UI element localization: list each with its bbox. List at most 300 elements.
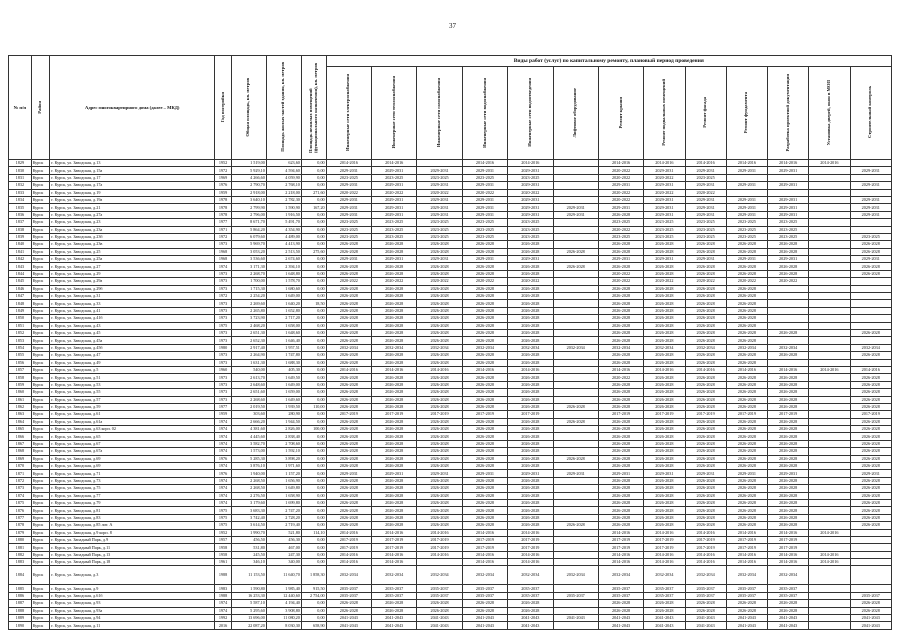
header-work-2: Инженерные сети газоснабжения (417, 67, 462, 160)
cell-work-period: 2026-2028 (768, 352, 809, 359)
cell-work-period (809, 455, 850, 462)
cell-work-period (553, 241, 598, 248)
cell-total-area: 3 536,60 (231, 256, 266, 263)
cell-work-period: 2026-2028 (726, 396, 767, 403)
cell-work-period: 2014-2016 (372, 551, 417, 558)
cell-work-period: 2014-2016 (768, 160, 809, 167)
table-row (9, 270, 892, 277)
cell-year: 1973 (215, 389, 232, 396)
cell-work-period: 2014-2016 (417, 366, 462, 373)
cell-work-period: 2026-2028 (372, 307, 417, 314)
cell-work-period: 2023-2025 (417, 174, 462, 181)
cell-work-period: 2026-2028 (417, 359, 462, 366)
cell-no: 1851 (9, 322, 32, 329)
cell-work-period: 2014-2016 (726, 551, 767, 558)
cell-work-period: 2026-2028 (644, 300, 685, 307)
cell-work-period (850, 315, 892, 322)
cell-work-period: 2026-2028 (644, 329, 685, 336)
cell-work-period (726, 174, 767, 181)
cell-nonliving-area: 0,00 (301, 433, 326, 440)
cell-district: Курск (31, 211, 50, 218)
cell-work-period: 2026-2028 (508, 285, 553, 292)
cell-work-period: 2023-2025 (417, 219, 462, 226)
cell-year: 1973 (215, 270, 232, 277)
cell-work-period: 2026-2028 (850, 329, 892, 336)
cell-nonliving-area: 0,00 (301, 315, 326, 322)
cell-work-period: 2029-2031 (462, 196, 507, 203)
cell-work-period (553, 219, 598, 226)
cell-work-period (553, 485, 598, 492)
cell-work-period: 2026-2028 (598, 241, 643, 248)
cell-total-area: 245,50 (231, 551, 266, 558)
cell-work-period: 2035-2037 (326, 585, 371, 592)
cell-address: г. Курск, ул. Западный Парк, д.11 (50, 544, 215, 551)
cell-work-period: 2041-2043 (508, 615, 553, 622)
cell-work-period: 2026-2028 (417, 352, 462, 359)
cell-district: Курск (31, 241, 50, 248)
cell-work-period: 2026-2028 (726, 293, 767, 300)
cell-address: г. Курск, ул. Заводская, д.19а (50, 196, 215, 203)
cell-nonliving-area: 167,20 (301, 204, 326, 211)
cell-work-period: 2014-2016 (462, 160, 507, 167)
cell-living-area: 280,90 (266, 411, 301, 418)
cell-work-period: 2032-2034 (598, 344, 643, 351)
cell-district: Курск (31, 278, 50, 285)
table-row (9, 403, 892, 410)
cell-district: Курск (31, 196, 50, 203)
cell-no: 1879 (9, 529, 32, 536)
cell-work-period: 2026-2028 (768, 433, 809, 440)
table-header (9, 56, 892, 160)
cell-work-period (809, 233, 850, 240)
cell-work-period: 2026-2028 (598, 514, 643, 521)
cell-work-period: 2023-2025 (326, 233, 371, 240)
cell-living-area: 1 985,40 (266, 585, 301, 592)
cell-work-period: 2017-2019 (768, 411, 809, 418)
cell-work-period: 2032-2034 (685, 566, 726, 585)
table-row (9, 559, 892, 566)
cell-living-area: 12 440,60 (266, 592, 301, 599)
cell-work-period: 2035-2037 (462, 592, 507, 599)
cell-work-period: 2026-2028 (372, 485, 417, 492)
cell-work-period: 2026-2028 (462, 389, 507, 396)
cell-work-period: 2026-2028 (553, 263, 598, 270)
cell-work-period: 2026-2028 (598, 433, 643, 440)
cell-district: Курск (31, 440, 50, 447)
cell-nonliving-area: 0,00 (301, 366, 326, 373)
cell-work-period: 2026-2028 (462, 307, 507, 314)
cell-work-period (809, 433, 850, 440)
cell-work-period: 2026-2028 (462, 315, 507, 322)
cell-work-period: 2035-2037 (598, 585, 643, 592)
cell-work-period: 2026-2028 (768, 440, 809, 447)
cell-work-period: 2017-2019 (768, 536, 809, 543)
cell-work-period (809, 189, 850, 196)
cell-work-period: 2023-2025 (326, 226, 371, 233)
cell-work-period: 2017-2019 (598, 544, 643, 551)
cell-work-period: 2026-2028 (598, 396, 643, 403)
cell-year: 1983 (215, 585, 232, 592)
cell-work-period: 2032-2034 (326, 344, 371, 351)
cell-work-period: 2014-2016 (644, 160, 685, 167)
cell-work-period (809, 440, 850, 447)
cell-work-period (553, 536, 598, 543)
cell-work-period: 2029-2031 (417, 182, 462, 189)
cell-work-period: 2026-2028 (726, 315, 767, 322)
cell-work-period: 2026-2028 (553, 403, 598, 410)
cell-no: 1850 (9, 315, 32, 322)
cell-work-period: 2029-2031 (685, 211, 726, 218)
cell-work-period (553, 622, 598, 629)
cell-district: Курск (31, 248, 50, 255)
table-row (9, 440, 892, 447)
cell-address: г. Курск, ул. Заводская, д.61 (50, 411, 215, 418)
cell-year: 1988 (215, 592, 232, 599)
cell-no: 1832 (9, 182, 32, 189)
cell-work-period: 2026-2028 (508, 359, 553, 366)
table-row (9, 359, 892, 366)
cell-work-period: 2026-2028 (685, 263, 726, 270)
cell-work-period (553, 607, 598, 614)
cell-work-period: 2026-2028 (726, 248, 767, 255)
cell-work-period (726, 189, 767, 196)
table-row (9, 477, 892, 484)
cell-work-period: 2026-2028 (462, 440, 507, 447)
cell-total-area: 2 648,60 (231, 381, 266, 388)
cell-work-period (553, 411, 598, 418)
cell-work-period: 2026-2028 (768, 403, 809, 410)
cell-work-period: 2041-2043 (598, 615, 643, 622)
cell-nonliving-area: 0,00 (301, 211, 326, 218)
cell-district: Курск (31, 477, 50, 484)
cell-work-period: 2017-2019 (726, 411, 767, 418)
cell-work-period: 2032-2034 (726, 344, 767, 351)
cell-work-period (553, 233, 598, 240)
cell-work-period: 2023-2025 (598, 219, 643, 226)
cell-living-area: 247,30 (266, 551, 301, 558)
cell-district: Курск (31, 233, 50, 240)
cell-work-period: 2029-2031 (417, 256, 462, 263)
cell-work-period: 2026-2028 (685, 426, 726, 433)
cell-total-area: 2 268,70 (231, 270, 266, 277)
cell-address: г. Курск, ул. Заводская, д.45 (50, 329, 215, 336)
cell-work-period: 2026-2028 (726, 600, 767, 607)
cell-district: Курск (31, 374, 50, 381)
cell-work-period: 2026-2028 (598, 322, 643, 329)
cell-year: 1961 (215, 559, 232, 566)
cell-work-period: 2017-2019 (850, 411, 892, 418)
cell-address: г. Курск, ул. Заводская, д.71 (50, 470, 215, 477)
cell-work-period: 2020-2022 (372, 278, 417, 285)
cell-work-period: 2026-2028 (726, 322, 767, 329)
cell-work-period: 2026-2028 (685, 477, 726, 484)
cell-year: 1968 (215, 256, 232, 263)
header-works-group: Виды работ (услуг) по капитальному ремонту, плановый период проведения (326, 56, 891, 67)
cell-address: г. Курск, ул. Заводская, д.21 (50, 204, 215, 211)
cell-work-period (809, 622, 850, 629)
cell-address: г. Курск, ул. Заводская, д.47 (50, 352, 215, 359)
cell-year: 1958 (215, 551, 232, 558)
cell-work-period (809, 226, 850, 233)
cell-work-period: 2026-2028 (685, 522, 726, 529)
cell-no: 1864 (9, 418, 32, 425)
cell-district: Курск (31, 381, 50, 388)
cell-work-period: 2026-2028 (508, 499, 553, 506)
cell-work-period: 2014-2016 (598, 366, 643, 373)
cell-living-area: 1 658,00 (266, 322, 301, 329)
cell-work-period: 2026-2028 (685, 485, 726, 492)
table-row (9, 411, 892, 418)
cell-work-period: 2026-2028 (372, 396, 417, 403)
cell-living-area: 1 688,30 (266, 359, 301, 366)
cell-address: г. Курск, ул. Заводская, д.9 (50, 585, 215, 592)
cell-total-area: 16 253,30 (231, 592, 266, 599)
cell-work-period: 2029-2031 (462, 256, 507, 263)
cell-address: г. Курск, ул. Заводская, д.67а (50, 448, 215, 455)
cell-work-period: 2026-2028 (685, 389, 726, 396)
cell-address: г. Курск, ул. Заводская, д.45а (50, 337, 215, 344)
cell-work-period: 2026-2028 (726, 241, 767, 248)
cell-no: 1878 (9, 522, 32, 529)
cell-work-period: 2026-2028 (768, 374, 809, 381)
cell-no: 1868 (9, 448, 32, 455)
cell-living-area: 2 394,10 (266, 263, 301, 270)
cell-work-period (809, 522, 850, 529)
cell-no: 1847 (9, 293, 32, 300)
cell-living-area: 1 578,70 (266, 278, 301, 285)
cell-nonliving-area: 0,00 (301, 522, 326, 529)
cell-total-area: 2 613,70 (231, 374, 266, 381)
cell-no: 1877 (9, 514, 32, 521)
cell-work-period: 2026-2028 (598, 352, 643, 359)
cell-no: 1855 (9, 352, 32, 359)
cell-living-area: 4 413,90 (266, 241, 301, 248)
table-row (9, 196, 892, 203)
cell-work-period: 2026-2028 (685, 455, 726, 462)
cell-work-period: 2014-2016 (726, 529, 767, 536)
cell-work-period: 2014-2016 (644, 551, 685, 558)
cell-work-period: 2026-2028 (508, 492, 553, 499)
cell-work-period: 2026-2028 (685, 514, 726, 521)
cell-living-area: 1 640,20 (266, 300, 301, 307)
cell-work-period: 2026-2028 (326, 600, 371, 607)
cell-district: Курск (31, 322, 50, 329)
cell-work-period: 2029-2031 (462, 211, 507, 218)
cell-living-area: 11 640,70 (266, 566, 301, 585)
cell-work-period: 2026-2028 (685, 374, 726, 381)
cell-work-period: 2026-2028 (508, 507, 553, 514)
cell-work-period: 2026-2028 (768, 507, 809, 514)
cell-work-period: 2014-2016 (809, 529, 850, 536)
cell-work-period: 2014-2016 (462, 529, 507, 536)
cell-work-period (809, 463, 850, 470)
cell-work-period: 2026-2028 (326, 433, 371, 440)
cell-work-period: 2029-2031 (768, 211, 809, 218)
cell-work-period (553, 174, 598, 181)
cell-nonliving-area: 271,60 (301, 189, 326, 196)
cell-work-period: 2026-2028 (598, 307, 643, 314)
cell-work-period (809, 256, 850, 263)
cell-district: Курск (31, 167, 50, 174)
cell-living-area: 521,80 (266, 529, 301, 536)
cell-year: 1973 (215, 300, 232, 307)
cell-work-period: 2026-2028 (372, 270, 417, 277)
cell-work-period: 2026-2028 (553, 418, 598, 425)
cell-work-period: 2026-2028 (726, 514, 767, 521)
cell-work-period: 2026-2028 (508, 374, 553, 381)
cell-work-period (809, 615, 850, 622)
cell-living-area: 1 592,10 (266, 448, 301, 455)
cell-work-period: 2026-2028 (508, 293, 553, 300)
table-row (9, 293, 892, 300)
cell-work-period: 2026-2028 (326, 241, 371, 248)
cell-living-area: 1 680,60 (266, 285, 301, 292)
cell-living-area: 2 838,40 (266, 433, 301, 440)
cell-work-period: 2026-2028 (644, 448, 685, 455)
cell-no: 1884 (9, 566, 32, 585)
cell-work-period: 2026-2028 (326, 322, 371, 329)
cell-work-period: 2032-2034 (417, 344, 462, 351)
cell-nonliving-area: 275,60 (301, 248, 326, 255)
cell-work-period: 2026-2028 (462, 455, 507, 462)
cell-work-period: 2026-2028 (850, 507, 892, 514)
cell-total-area: 11 153,50 (231, 566, 266, 585)
cell-work-period: 2029-2031 (850, 211, 892, 218)
cell-address: г. Курск, ул. Заводская, д.75 (50, 485, 215, 492)
cell-work-period: 2032-2034 (553, 344, 598, 351)
cell-nonliving-area: 0,00 (301, 492, 326, 499)
cell-work-period: 2014-2016 (462, 559, 507, 566)
cell-work-period: 2026-2028 (553, 248, 598, 255)
cell-work-period: 2026-2028 (598, 329, 643, 336)
table-row (9, 300, 892, 307)
cell-work-period: 2026-2028 (417, 389, 462, 396)
cell-work-period: 2026-2028 (508, 396, 553, 403)
cell-work-period: 2026-2028 (644, 426, 685, 433)
cell-work-period: 2014-2016 (850, 366, 892, 373)
cell-work-period: 2026-2028 (644, 270, 685, 277)
cell-work-period: 2026-2028 (598, 248, 643, 255)
cell-work-period: 2026-2028 (850, 485, 892, 492)
cell-work-period: 2026-2028 (850, 477, 892, 484)
cell-work-period: 2029-2031 (462, 182, 507, 189)
cell-work-period (809, 248, 850, 255)
cell-work-period: 2029-2031 (553, 211, 598, 218)
cell-nonliving-area: 0,00 (301, 381, 326, 388)
cell-year: 1976 (215, 182, 232, 189)
cell-work-period: 2032-2034 (372, 566, 417, 585)
cell-year: 1972 (215, 233, 232, 240)
cell-work-period: 2023-2025 (462, 226, 507, 233)
cell-year: 1973 (215, 315, 232, 322)
cell-nonliving-area: 0,00 (301, 285, 326, 292)
cell-work-period: 2020-2022 (417, 189, 462, 196)
cell-work-period: 2026-2028 (726, 403, 767, 410)
cell-work-period (809, 403, 850, 410)
cell-year: 1978 (215, 211, 232, 218)
cell-work-period: 2017-2019 (598, 536, 643, 543)
cell-work-period (809, 219, 850, 226)
cell-address: г. Курск, ул. Заводская, д.27а (50, 211, 215, 218)
cell-nonliving-area: 0,00 (301, 507, 326, 514)
cell-work-period: 2023-2025 (372, 226, 417, 233)
cell-work-period: 2035-2037 (417, 585, 462, 592)
cell-work-period (809, 396, 850, 403)
cell-work-period: 2026-2028 (553, 455, 598, 462)
cell-living-area: 1 649,00 (266, 293, 301, 300)
cell-nonliving-area: 100,00 (301, 426, 326, 433)
cell-work-period: 2026-2028 (850, 455, 892, 462)
cell-nonliving-area: 1 858,30 (301, 566, 326, 585)
cell-year: 1976 (215, 455, 232, 462)
cell-total-area: 2 468,20 (231, 322, 266, 329)
cell-work-period: 2026-2028 (462, 418, 507, 425)
cell-work-period: 2035-2037 (372, 585, 417, 592)
cell-district: Курск (31, 559, 50, 566)
cell-district: Курск (31, 463, 50, 470)
cell-no: 1871 (9, 470, 32, 477)
cell-nonliving-area: 18,50 (301, 300, 326, 307)
cell-work-period: 2026-2028 (850, 381, 892, 388)
table-row (9, 315, 892, 322)
cell-address: г. Курск, ул. Заводская, д.23в (50, 241, 215, 248)
cell-work-period: 2026-2028 (644, 607, 685, 614)
cell-work-period: 2026-2028 (417, 418, 462, 425)
cell-no: 1885 (9, 585, 32, 592)
cell-work-period (809, 270, 850, 277)
cell-year: 1974 (215, 263, 232, 270)
cell-work-period: 2026-2028 (417, 329, 462, 336)
cell-work-period (850, 174, 892, 181)
cell-nonliving-area: 0,00 (301, 615, 326, 622)
cell-work-period: 2026-2028 (726, 300, 767, 307)
cell-work-period: 2026-2028 (417, 499, 462, 506)
cell-total-area: 1 715,30 (231, 285, 266, 292)
cell-work-period: 2026-2028 (644, 352, 685, 359)
cell-address: г. Курск, ул. Заводская, д.85 лит. А (50, 522, 215, 529)
cell-work-period: 2026-2028 (508, 241, 553, 248)
cell-work-period (850, 529, 892, 536)
cell-work-period: 2041-2043 (326, 615, 371, 622)
cell-no: 1880 (9, 536, 32, 543)
cell-work-period (809, 592, 850, 599)
cell-work-period: 2023-2025 (372, 174, 417, 181)
cell-work-period: 2020-2022 (598, 196, 643, 203)
cell-work-period: 2026-2028 (326, 315, 371, 322)
table-row (9, 600, 892, 607)
cell-work-period: 2014-2016 (768, 559, 809, 566)
cell-work-period (553, 359, 598, 366)
cell-work-period: 2026-2028 (372, 455, 417, 462)
cell-work-period (809, 499, 850, 506)
cell-work-period: 2026-2028 (417, 455, 462, 462)
cell-no: 1840 (9, 241, 32, 248)
cell-year: 1973 (215, 241, 232, 248)
table-row (9, 566, 892, 585)
cell-work-period: 2026-2028 (598, 418, 643, 425)
cell-work-period: 2023-2025 (326, 174, 371, 181)
cell-work-period (553, 492, 598, 499)
cell-work-period (809, 448, 850, 455)
cell-work-period: 2023-2025 (508, 226, 553, 233)
cell-work-period (809, 544, 850, 551)
cell-work-period (553, 440, 598, 447)
cell-work-period: 2026-2028 (598, 485, 643, 492)
cell-work-period (809, 322, 850, 329)
cell-work-period: 2023-2025 (726, 233, 767, 240)
header-work-12: Строительный контроль (850, 67, 892, 160)
cell-work-period (553, 293, 598, 300)
